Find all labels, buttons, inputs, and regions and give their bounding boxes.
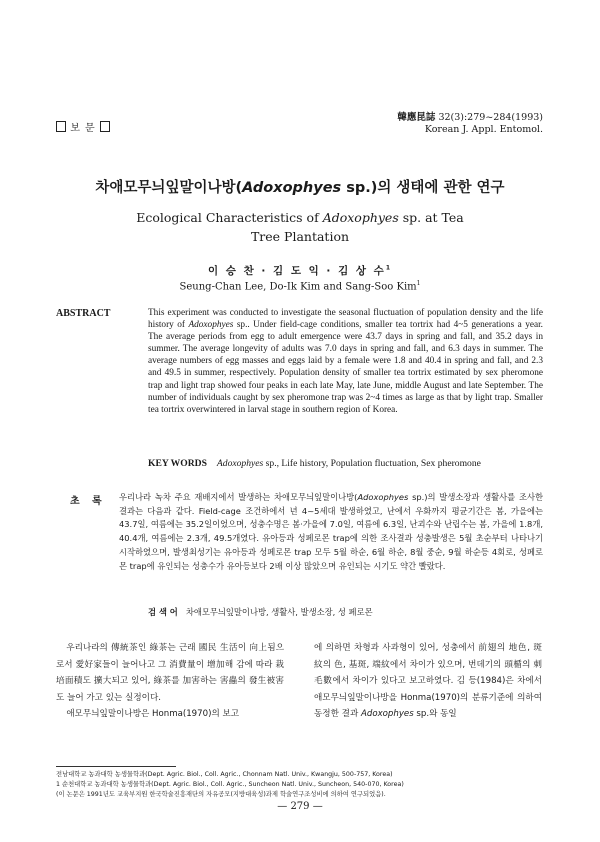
title-english (0, 208, 600, 246)
title-en-part: Ecological Characteristics of (136, 210, 323, 225)
keywords (148, 458, 548, 469)
keywords-list: sp., Life history, Population fluctuation, Sex pheromone (263, 458, 481, 469)
affiliation-mark: 1 (416, 280, 421, 287)
abstract-italic: Adoxophyes (188, 320, 234, 331)
footnote-divider (56, 766, 176, 767)
keywords-italic: Adoxophyes (216, 458, 264, 469)
footnote-1: 전남대학교 농과대학 농생물학과(Dept. Agric. Biol., Coll. Agric., Chonnam Natl. Univ., Kwangju, 500-757, Korea) (56, 771, 393, 778)
tag-left-char: 보 (70, 123, 81, 134)
body-column-left (56, 640, 284, 723)
body-part: sp.와 동일 (413, 709, 457, 720)
ko-keywords (148, 606, 373, 618)
affiliation-mark: 1 (385, 264, 392, 272)
title-en-part: sp. at Tea (398, 210, 464, 225)
authors-korean (0, 263, 600, 278)
checkbox-icon (100, 121, 110, 132)
body-paragraph: 우리나라의 傳統茶인 綠茶는 근래 國民 生活이 向上됨으로서 愛好家들이 늘어나고 그 消費量이 增加해 감에 따라 栽培面積도 擴大되고 있어, 綠茶를 加害하는 害蟲의 發生被害도 늘어 가고 있는 실정이다. (56, 643, 284, 703)
authors-english (0, 280, 600, 292)
title-en-italic: Adoxophyes (322, 210, 399, 225)
page-number: — 279 — (277, 801, 323, 812)
abstract-part: sp.. Under field-cage conditions, smaller tea tortrix had 4~5 generations a year. The average periods from egg to adult emergence were 43.7 days in spring and fall, and 35.2 days in summer. The average longevity of adults was 7.0 days in spring and fall, and 6.3 days in summer. The average numbers of egg masses and eggs laid by a female were 1.8 and 40.4 in spring and fall, and 2.3 and 49.5 in summer, respectively. Population density of smaller tea tortrix estimated by sex pheromone trap and light trap showed four peaks in each late May, late June, middle August and late September. The number of individuals caught by sex pheromone trap was 2~4 times as large as that by light trap. Smaller tea tortrix overwintered in larval stage in southern region of Korea. (148, 320, 544, 415)
body-italic: Adoxophyes (360, 709, 414, 720)
body-part: 에 의하면 차형과 사과형이 있어, 성충에서 前翅의 地色, 斑紋의 色, 基斑, 端紋에서 차이가 있으며, 번데기의 頭楯의 刺毛數에서 차이가 있다고 보고하였다. 김 등(1984)은 차에서 애모무늬잎말이나방을 Honma(1970)의 분류기준에 의하여 동정한 결과 (314, 643, 542, 720)
title-korean (0, 176, 600, 197)
title-ko-part: 차애모무늬잎말이나방( (95, 180, 243, 196)
ko-keywords-list: 차애모무늬잎말이나방, 생활사, 발생소장, 성 페로몬 (185, 607, 373, 617)
footnotes (56, 770, 556, 800)
journal-abbr: 韓應昆誌 (397, 112, 436, 123)
journal-en: Korean J. Appl. Entomol. (424, 124, 543, 135)
body-paragraph: 애모무늬잎말이나방은 Honma(1970)의 보고 (66, 709, 240, 720)
ko-abstract-italic: Adoxophyes (357, 492, 409, 502)
journal-ref: 32(3):279~284(1993) (438, 112, 543, 123)
footnote-3: (이 논문은 1991년도 교육부지원 한국학술진흥재단의 자유공모(지방대육성)과제 학술연구조성비에 의하여 연구되었음). (56, 791, 386, 798)
ko-abstract-label-1: 초 (70, 496, 80, 507)
tag-right-char: 문 (85, 123, 96, 134)
checkbox-icon (56, 121, 66, 132)
title-ko-part: sp.)의 생태에 관한 연구 (341, 180, 505, 196)
authors-ko-names: 이 승 찬 · 김 도 익 · 김 상 수 (207, 265, 386, 277)
abstract-label: ABSTRACT (56, 308, 111, 319)
ko-keywords-label: 검 색 어 (148, 607, 178, 617)
body-column-right (314, 640, 542, 723)
ko-abstract-part: sp.)의 발생소장과 생활사를 조사한 결과는 다음과 같다. Field-cage 조건하에서 년 4~5세대 발생하였고, 난에서 우화까지 평균기간은 봄, 가을에는 43.7일, 여름에는 35.2일이었으며, 성충수명은 봄·가을에 7.0일, 여름에 6.3일, 난괴수와 난립수는 봄, 가을에 1.8개, 40.4개, 여름에는 2.3개, 49.5개였다. 유아등과 성페로몬 trap에 의한 조사결과 성충발생은 5월 초순부터 나타나기 시작하였으며, 발생최성기는 유아등과 성페로몬 trap 모두 5월 하순, 6월 하순, 8월 중순, 9월 하순등 4회로, 성페로몬 trap에 유인되는 성충수가 유아등보다 2배 이상 많았으며 유인되는 시기도 약간 빨랐다. (119, 492, 543, 571)
journal-citation (397, 112, 543, 136)
ko-abstract-part: 우리나라 녹차 주요 재배지에서 발생하는 차애모무늬잎말이나방( (119, 492, 358, 502)
ko-abstract-label-2: 록 (92, 496, 102, 507)
ko-abstract-text (119, 491, 543, 573)
title-en-line2: Tree Plantation (250, 229, 350, 244)
title-ko-italic: Adoxophyes (242, 180, 342, 196)
footnote-2: 1 순천대학교 농과대학 농생물학과(Dept. Agric. Biol., Coll. Agric., Suncheon Natl. Univ., Suncheon, 540-070, Korea) (56, 781, 404, 788)
article-type-tag (56, 119, 110, 134)
keywords-label: KEY WORDS (148, 458, 207, 469)
abstract-part: This experiment was conducted to investigate the seasonal fluctuation of population density and the life history of (148, 308, 543, 331)
body-paragraph (314, 640, 542, 723)
abstract-text (148, 307, 543, 416)
authors-en-names: Seung-Chan Lee, Do-Ik Kim and Sang-Soo Kim (179, 281, 417, 293)
